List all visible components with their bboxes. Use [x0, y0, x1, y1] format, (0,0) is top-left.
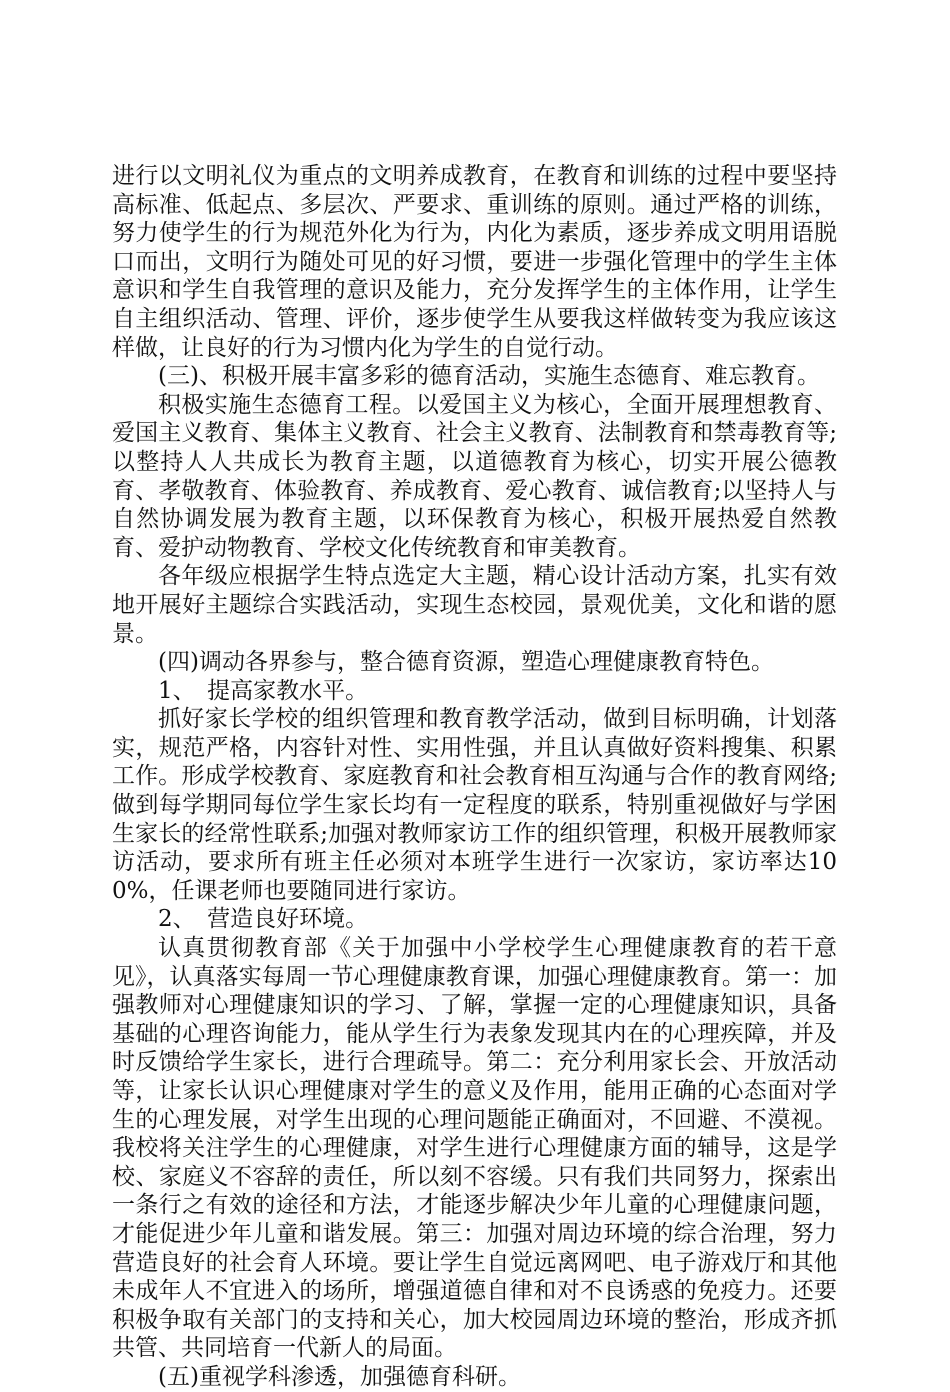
paragraph-mental-health: 认真贯彻教育部《关于加强中小学校学生心理健康教育的若干意见》，认真落实每周一节心理健康教育课，加强心理健康教育。第一：加强教师对心理健康知识的学习、了解，掌握一定的心理健康知识，具备基础的心理咨询能力，能从学生行为表象发现其内在的心理疾障，并及时反馈给学生家长，进行合理疏导。第二：充分利用家长会、开放活动等，让家长认识心理健康对学生的意义及作用，能用正确的心态面对学生的心理发展，对学生出现的心理问题能正确面对，不回避、不漠视。我校将关注学生的心理健康，对学生进行心理健康方面的辅导，这是学校、家庭义不容辞的责任，所以刻不容缓。只有我们共同努力，探索出一条行之有效的途径和方法，才能逐步解决少年儿童的心理健康问题，才能促进少年儿童和谐发展。第三：加强对周边环境的综合治理，努力营造良好的社会育人环境。要让学生自觉远离网吧、电子游戏厅和其他未成年人不宜进入的场所，增强道德自律和对不良诱惑的免疫力。还要积极争取有关部门的支持和关心，加大校园周边环境的整治，形成齐抓共管、共同培育一代新人的局面。: [112, 935, 837, 1362]
section-heading-four: (四)调动各界参与，整合德育资源，塑造心理健康教育特色。: [158, 649, 774, 676]
paragraph-ecological-moral-education: 积极实施生态德育工程。以爱国主义为核心，全面开展理想教育、爱国主义教育、集体主义教育、社会主义教育、法制教育和禁毒教育等;以整持人人共成长为教育主题，以道德教育为核心，切实开展公德教育、孝敬教育、体验教育、养成教育、爱心教育、诚信教育;以坚持人与自然协调发展为教育主题，以环保教育为核心，积极开展热爱自然教育、爱护动物教育、学校文化传统教育和审美教育。: [112, 391, 837, 561]
subheading-good-environment: 2、 营造良好环境。: [158, 906, 369, 933]
section-heading-three: (三)、积极开展丰富多彩的德育活动，实施生态德育、难忘教育。: [158, 363, 820, 390]
subheading-family-education: 1、 提高家教水平。: [158, 677, 369, 704]
paragraph-parent-school: 抓好家长学校的组织管理和教育教学活动，做到目标明确，计划落实，规范严格，内容针对性、实用性强，并且认真做好资料搜集、积累工作。形成学校教育、家庭教育和社会教育相互沟通与合作的教育网络;做到每学期同每位学生家长均有一定程度的联系，特别重视做好与学困生家长的经常性联系;加强对教师家访工作的组织管理，积极开展教师家访活动，要求所有班主任必须对本班学生进行一次家访，家访率达100%，任课老师也要随同进行家访。: [112, 706, 837, 904]
paragraph-grade-themes: 各年级应根据学生特点选定大主题，精心设计活动方案，扎实有效地开展好主题综合实践活动，实现生态校园，景观优美，文化和谐的愿景。: [112, 563, 837, 647]
section-heading-five: (五)重视学科渗透，加强德育科研。: [158, 1363, 521, 1390]
paragraph-continuation: 进行以文明礼仪为重点的文明养成教育，在教育和训练的过程中要坚持高标准、低起点、多层次、严要求、重训练的原则。通过严格的训练，努力使学生的行为规范外化为行为，内化为素质，逐步养成文明用语脱口而出，文明行为随处可见的好习惯，要进一步强化管理中的学生主体意识和学生自我管理的意识及能力，充分发挥学生的主体作用，让学生自主组织活动、管理、评价，逐步使学生从要我这样做转变为我应该这样做，让良好的行为习惯内化为学生的自觉行动。: [112, 163, 837, 361]
document-body: [112, 162, 837, 1392]
